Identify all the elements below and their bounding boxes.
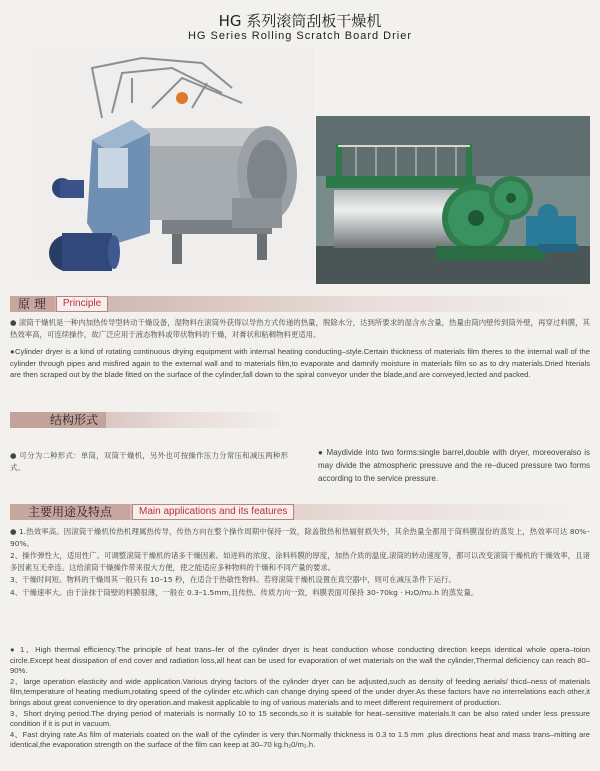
principle-label-en: Principle <box>56 296 108 312</box>
structure-text-cn: ● 可分为二种形式：单筒，双筒干燥机，另外也可按操作压力分常压和减压两种形式。 <box>10 451 288 472</box>
principle-text-cn: ● 滚筒干燥机是一种内加热传导型转动干燥设备，湿物料在滚筒外获得以导热方式传递的热量，脱除水分，达到所要求的湿含水含量，热量由筒内壁传到筒外壁，再穿过料膜，其热效率高，可连续操作，故广泛应用于液态物料或带状物料的干燥，对膏状和粘稠物料更适用。 <box>10 318 590 339</box>
principle-section-header <box>10 296 108 312</box>
list-item: 4、Fast drying rate.As film of materials coated on the wall of the cylinder is very thin.Normally thickness is 0.3 to 1.5 mm .plus directions heat and mass trans–mitting are identical,the evaporation strength on the surface of the film can keep at 30–70 kg.h₂0/m₂.h. <box>10 729 590 750</box>
principle-label-cn: 原 理 <box>10 296 54 312</box>
list-item: 4、干燥速率大。由于涂抹于筒壁的料膜很薄，一般在 0.3–1.5mm,且传热、传质方向一致，料膜表面可保持 30–70kg · H₂O/m₂.h 的蒸发量。 <box>10 587 479 597</box>
applications-label-en: Main applications and its features <box>132 504 294 520</box>
list-item: 3、Short drying period.The drying period of materials is normally 10 to 15 seconds,so it is suitable for heat–sensitive materials.It can be also rated under less pressure condition if it is put in vacuum. <box>10 708 590 729</box>
applications-section-header <box>10 504 294 520</box>
list-item: ● 1.热效率高。因滚筒干燥机传热机理属热传导，传热方向在整个操作周期中保持一致，除盖散热和热辐射损失外，其余热量全都用于筒料膜湿份的蒸发上，热效率可达 80%–90%。 <box>10 527 590 548</box>
list-item: 2、large operation elasticity and wide application.Various drying factors of the cylinder dryer can be adjusted,such as density of feeding aerials/ thicd–ness of materials film,temperature of heating medium,rotating speed of the cylinder etc.which can change drying speed of the under dryer.As these factors have no interrelations each other,it brings about great convenience to dry operation.and makesit applicable to ing of various materials and to meet different requirement of production. <box>10 676 590 707</box>
product-photo-single-drum <box>32 48 314 280</box>
page-title-en: HG Series Rolling Scratch Board Drier <box>187 30 413 42</box>
list-item: 3、干燥时间短。物料的干燥周其一般只有 10–15 秒，在适合于热敏性物料。若将滚筒干燥机设置在真空器中，则可在减压条件下运行。 <box>10 575 456 585</box>
structure-label-cn: 结构形式 <box>10 412 106 428</box>
list-item: 2、操作弹性大，适用性广。可调整滚筒干燥机的诸多干燥因素。如进料的浓度、涂料料膜的厚度，加热介质的温度,滚筒的转动速度等，都可以改变滚筒干燥机的干燥效率，且诸多因素互无牵连。这给滚筒干燥操作带来很大方便，使之能适应多种物料的干燥和不同产量的要求。 <box>10 551 590 572</box>
page-title-cn: HG 系列滚筒刮板干燥机 <box>218 12 382 30</box>
applications-list-cn <box>10 526 590 599</box>
principle-text-en: ●Cylinder dryer is a kind of rotating continuous drying equipment with internal heating conducting–style.Certain thickness of materials film theres to the internal wall of the cylinder through pipes and misfired again to the external wall and to materials film,to evaporate and damnify moisture in materials film so as to dry materials.Dried hterials are then scraped out by the blade fitted on the surface of the cylinder,fall down to the spiral conveyor under the blade,and are conveyed,lected and packed. <box>10 347 590 380</box>
product-photo-double-drum <box>316 116 590 284</box>
structure-text-en: ● Maydivide into two forms:single barrel,double with dryer, moreoveralso is may divide the atmospheric pressuve and the re–duced pressure two forms according to the service pressure. <box>318 448 590 483</box>
structure-section-header <box>10 412 106 428</box>
list-item: ● 1、High thermal efficiency.The principle of heat trans–fer of the cylinder dryer is heat conduction whose conducting direction keeps identical whole opera–toion circle.Except heat dissipation of end cover and radiation loss,all heat can be used for evaporation of wet materials on the wall the cylinder,Thermal deficiency can reach 80–90%. <box>10 645 590 676</box>
applications-list-en <box>10 645 590 751</box>
applications-label-cn: 主要用途及特点 <box>10 504 130 520</box>
